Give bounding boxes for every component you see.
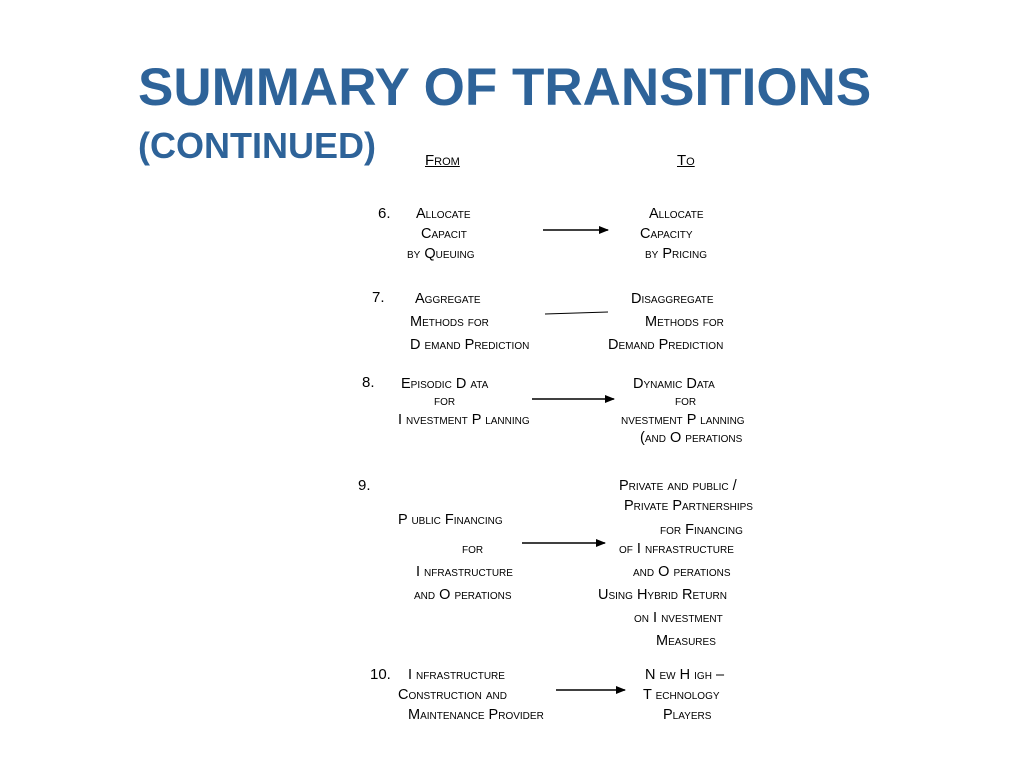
line-row-7 bbox=[545, 312, 608, 314]
from-text: for bbox=[434, 393, 456, 409]
from-text: and O perations bbox=[414, 587, 512, 603]
row-number: 6. bbox=[378, 205, 391, 222]
to-text: nvestment P lanning bbox=[621, 412, 745, 428]
from-text: D emand Prediction bbox=[410, 337, 530, 353]
to-text: Demand Prediction bbox=[608, 337, 724, 353]
to-text: Dynamic Data bbox=[633, 376, 715, 392]
to-text: N ew H igh – bbox=[645, 667, 725, 683]
from-text: P ublic Financing bbox=[398, 512, 503, 528]
column-header-from: From bbox=[425, 152, 460, 169]
from-text: Methods for bbox=[410, 314, 489, 330]
to-text: Private and public / bbox=[619, 478, 737, 494]
to-text: Disaggregate bbox=[631, 291, 714, 307]
to-text: for Financing bbox=[660, 522, 743, 538]
from-text: Aggregate bbox=[415, 291, 481, 307]
column-header-to: To bbox=[677, 152, 695, 169]
to-text: Players bbox=[663, 707, 712, 723]
row-number: 9. bbox=[358, 477, 371, 494]
to-text: Allocate bbox=[649, 206, 704, 222]
row-number: 10. bbox=[370, 666, 391, 683]
row-number: 8. bbox=[362, 374, 375, 391]
to-text: Capacity bbox=[640, 226, 693, 242]
from-text: by Queuing bbox=[407, 246, 475, 262]
slide-subtitle: (CONTINUED) bbox=[138, 125, 376, 166]
from-text: I nvestment P lanning bbox=[398, 412, 530, 428]
from-text: I nfrastructure bbox=[408, 667, 505, 683]
to-text: on I nvestment bbox=[634, 610, 723, 626]
to-text: of I nfrastructure bbox=[619, 541, 734, 557]
to-text: (and O perations bbox=[640, 430, 743, 446]
from-text: Capacit bbox=[421, 226, 467, 242]
from-text: Construction and bbox=[398, 687, 507, 703]
row-number: 7. bbox=[372, 289, 385, 306]
slide-title: SUMMARY OF TRANSITIONS bbox=[138, 58, 872, 117]
to-text: by Pricing bbox=[645, 246, 708, 262]
from-text: Allocate bbox=[416, 206, 471, 222]
to-text: Using Hybrid Return bbox=[598, 587, 727, 603]
to-text: for bbox=[675, 393, 697, 409]
to-text: T echnology bbox=[643, 687, 720, 703]
from-text: for bbox=[462, 541, 484, 557]
to-text: and O perations bbox=[633, 564, 731, 580]
from-text: Episodic D ata bbox=[401, 376, 489, 392]
to-text: Private Partnerships bbox=[624, 498, 753, 514]
to-text: Measures bbox=[656, 633, 716, 649]
to-text: Methods for bbox=[645, 314, 724, 330]
from-text: I nfrastructure bbox=[416, 564, 513, 580]
from-text: Maintenance Provider bbox=[408, 707, 544, 723]
